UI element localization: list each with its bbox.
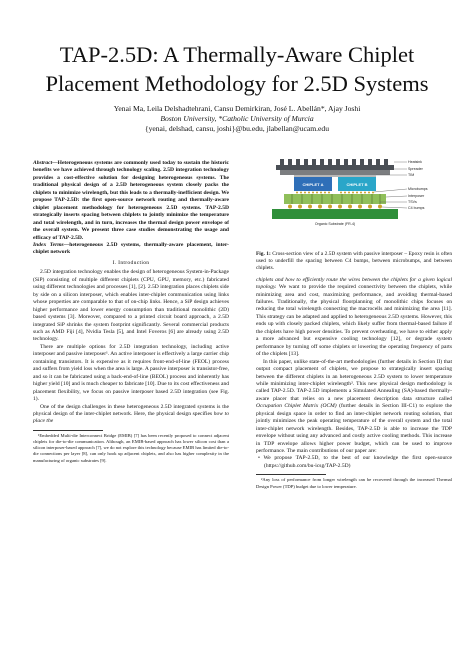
interposer-layer (284, 194, 386, 204)
intro-paragraph-3-italic: how to place the (33, 410, 229, 425)
index-terms-label: Index Terms (33, 241, 64, 248)
spreader-layer (280, 170, 390, 175)
index-terms-text: —heterogeneous 2.5D systems, thermally-aware placement, inter-chiplet network (33, 241, 229, 256)
figure-caption-label: Fig. 1: (256, 251, 271, 257)
right-column (256, 157, 452, 490)
footnote-rule-right (256, 474, 326, 475)
affiliation: Boston University, *Catholic University of Murcia (160, 114, 314, 123)
label-tim: TIM (408, 173, 415, 177)
label-tsvs: TSVs (408, 200, 417, 204)
microbumps (296, 192, 374, 194)
c4-bumps (288, 205, 382, 209)
intro-paragraph-1: 2.5D integration technology enables the design of heterogeneous System-in-Package (SiP) consisting of multiple different chiplets (CPU, GPU, memory, etc.) fabricated using different technologies and processes [1], [2]. 2.5D integration places chiplets side by side on a silicon interposer, which enables inter-chiplet communication using links whose properties are comparable to that of on-chip links. Hence, a SiP design achieves higher performance and lower energy consumption than traditional monolithic (2D) based systems [3]. Moreover, compared to a printed circuit board approach, a 2.5D integrated SiP shrinks the system footprint significantly. Several commercial products such as AMD Fiji [4], Nvidia Tesla [5], and Intel Foveros [6] are already using 2.5D technology. (33, 269, 229, 343)
footnote-1: ¹Embedded Multi-die Interconnect Bridge (EMIB) [7] has been recently proposed to connect adjacent chiplets for die-to-die communication. Although, an EMIB-based approach has lower silicon cost than a silicon interposer-based approach [7], we do not explore this technology because EMIB has limited die-to-die connections per layer [8], can only hook up adjacent chiplets, and also has higher complexity in the manufacturing of organic substrates [9]. (33, 432, 229, 463)
right-paragraph-1 (256, 277, 452, 359)
label-microbumps: Microbumps (408, 187, 428, 191)
cross-section-diagram (266, 157, 442, 249)
figure-caption-text: Cross-section view of a 2.5D system with passive interposer – Epoxy resin is often used to underfill the spacing between C4 bumps, between microbumps, and between chiplets. (256, 251, 453, 272)
abstract-label: Abstract (33, 160, 53, 166)
substrate-label: Organic Substrate (FR-4) (314, 222, 356, 226)
left-column (33, 160, 229, 464)
paper-title: TAP-2.5D: A Thermally-Aware Chiplet Placement Methodology for 2.5D Systems (45, 42, 429, 96)
chiplet-a-label: CHIPLET A (302, 182, 324, 187)
label-heatsink: Heatsink (408, 160, 422, 164)
right-paragraph-2-italic: Occupation Chiplet Matrix (OCM) (256, 403, 337, 410)
intro-paragraph-3 (33, 404, 229, 426)
label-spreader: Spreader (408, 167, 423, 171)
right-paragraph-2-a: In this paper, unlike state-of-the-art methodologies (further details in Section II) that output compact placement of chiplets, we propose to strategically insert spacing between the different chiplets in an heterogeneous 2.5D system to lower temperature while minimizing inter-chiplet wirelength². This new physical design methodology is called TAP-2.5D. TAP-2.5D implements a Simulated Annealing (SA)-based thermally-aware placer that relies on a new placement description data structure called (256, 358, 452, 402)
figure-1-caption (256, 251, 452, 273)
emails: {yenai, delshad, cansu, joshi}@bu.edu, jlabellan@ucam.edu (144, 124, 330, 133)
intro-paragraph-3-text: One of the design challenges in these heterogeneous 2.5D integrated systems is the physical design of the inter-chiplet network. Here, the physical design specifies (33, 403, 229, 417)
heatsink-fins (280, 159, 388, 165)
right-paragraph-1-text: We want to provide the required connectivity between the chiplets, while minimizing area and cost, maximizing performance, and avoiding thermal-based failures. Traditionally, the physical floorplanning of monolithic chips focuses on reducing the total wirelength connecting the macrocells and minimizing the area [11]. This strategy can be adapted and applied to heterogeneous 2.5D systems. However, this ends up with closely packed chiplets, which likely suffer from thermal-based failure if the chiplets have high power densities. To prevent overheating, we have to either apply a more advanced but expensive cooling technology [12], or degrade system performance by turning off some chiplets or lowering the operating frequency of parts of the chiplets [13]. (256, 284, 452, 358)
intro-paragraph-2: There are multiple options for 2.5D integration technology, including active interposer and passive interposer¹. An active interposer is effectively a large carrier chip containing transistors. It is expensive as it requires front-end-of-line (FEOL) process and suffers from yield loss when the area is large. A passive interposer is transistor-free, and so it can be fabricated using a back-end-of-line (BEOL) process and inherently has higher yield [10] and is much cheaper to fabricate [10]. Due to its cost effectiveness and placement flexibility, we focus on passive interposer based 2.5D integration (see Fig. 1). (33, 343, 229, 403)
figure-1 (256, 157, 452, 249)
authors: Yenai Ma, Leila Delshadtehrani, Cansu Demirkiran, José L. Abellán*, Ajay Joshi (113, 104, 361, 113)
contribution-bullet-1: • We propose TAP-2.5D, to the best of our knowledge the first open-source (https://github.com/bu-icsg/TAP-2.5D) (258, 455, 452, 469)
footnote-2: ²Any loss of performance from longer wirelength can be recovered through the increased Thermal Design Power (TDP) budget due to lower temperature. (256, 477, 452, 489)
footnote-rule (33, 430, 103, 431)
right-paragraph-2 (256, 359, 452, 456)
substrate-layer (272, 209, 398, 219)
author-block (20, 104, 454, 134)
abstract-text: —Heterogeneous systems are commonly used today to sustain the historic benefits we have achieved through technology scaling. 2.5D integration technology provides a cost-effective solution for designing heterogeneous systems. The traditional physical design of a 2.5D heterogeneous system closely packs the chiplets to minimize wirelength, but this leads to a thermally-inefficient design. We propose TAP-2.5D: the first open-source network routing and thermally-aware chiplet placement methodology for heterogeneous 2.5D systems. TAP-2.5D strategically inserts spacing between chiplets to jointly minimize the temperature and total wirelength, and in turn, increases the thermal design power envelope of the overall system. We present three case studies demonstrating the usage and efficacy of TAP-2.5D. (33, 160, 229, 241)
section-heading-introduction: I. Introduction (112, 259, 150, 266)
label-c4bumps: C4 bumps (408, 206, 425, 210)
right-paragraph-1-italic: chiplets and how to efficiently route the wires between the chiplets for a given logical topology. (256, 276, 452, 291)
right-paragraph-2-b: (further details in Section III-C1) to explore the physical design space in order to find an inter-chiplet network routing solution, that jointly minimizes the peak operating temperature of the overall system and the total inter-chiplet network wirelength. Besides, TAP-2.5D is able to increase the TDP envelope without using any advanced and costly active cooling methods. This increase in TDP envelope allows higher power budget, which can be used to improve performance. The main contributions of our paper are: (256, 403, 452, 455)
index-terms (33, 242, 229, 257)
heatsink-base (276, 165, 394, 170)
tim-layer (294, 175, 376, 177)
abstract (33, 160, 229, 242)
chiplet-b-label: CHIPLET B (346, 182, 368, 187)
label-interposer: Interposer (408, 194, 425, 198)
